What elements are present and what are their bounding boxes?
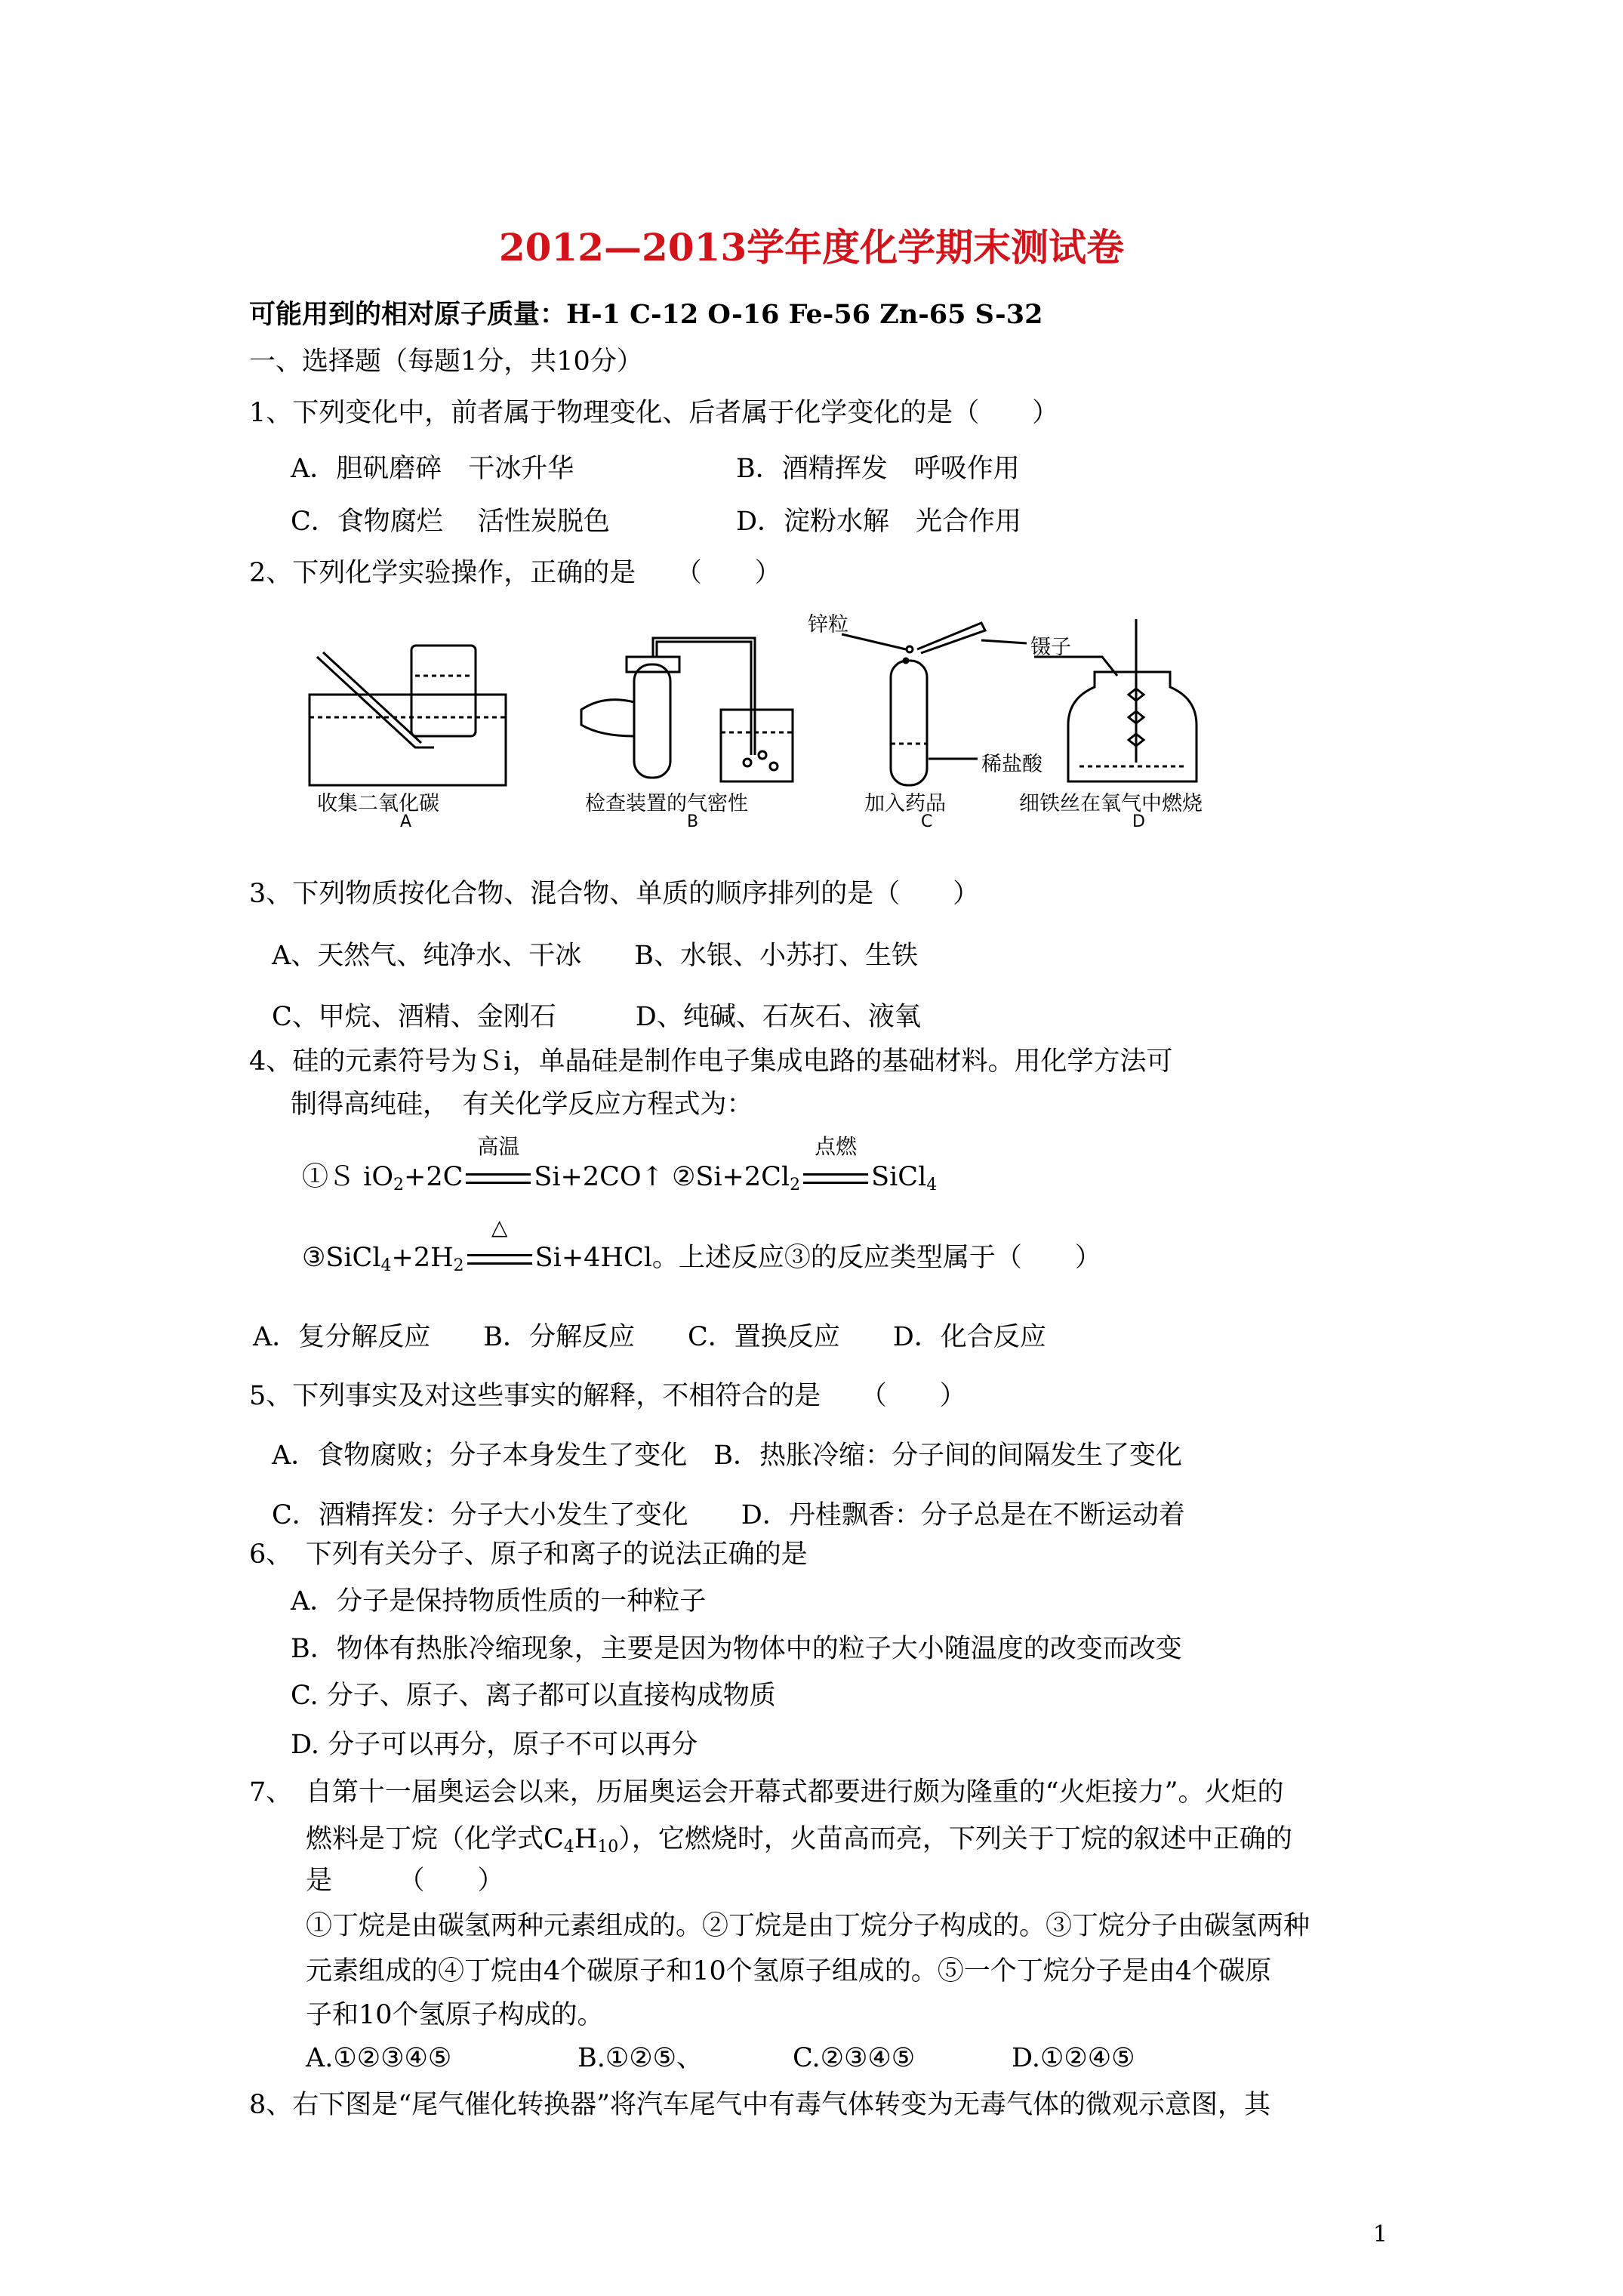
reaction-2: $②Si+2Cl_2$ 点燃 SiCl$_4$ — [672, 1134, 938, 1194]
test-tube-c-icon — [891, 661, 927, 785]
condition-heat: △ — [467, 1242, 532, 1274]
condition-high-temp: 高温 — [466, 1161, 531, 1193]
q5-options-cd: C．酒精挥发：分子大小发生了变化 D．丹桂飘香：分子总是在不断运动着 — [272, 1500, 1185, 1530]
q3-options-cd: C、甲烷、酒精、金刚石 D、纯碱、石灰石、液氧 — [272, 1002, 921, 1032]
q1-option-c: C．食物腐烂 活性炭脱色 — [291, 507, 610, 537]
caption-c: 加入药品 — [864, 792, 946, 815]
q1-stem: 1、下列变化中，前者属于物理变化、后者属于化学变化的是（ ） — [249, 398, 1059, 428]
letter-b: B — [687, 812, 699, 831]
q1-option-a: A．胆矾磨碎 干冰升华 — [291, 454, 574, 484]
q7-option-d: D.①②④⑤ — [1012, 2043, 1135, 2073]
tweezers-icon — [917, 623, 985, 653]
letter-a: A — [400, 812, 412, 831]
q4-stem-line1: 4、硅的元素符号为Ｓi，单晶硅是制作电子集成电路的基础材料。用化学方法可 — [249, 1046, 1173, 1077]
reaction-3: $③SiCl_4+2H_2$ △ Si+4HCl。上述反应③的反应类型属于（ ） — [302, 1215, 1101, 1275]
q3-stem: 3、下列物质按化合物、混合物、单质的顺序排列的是（ ） — [249, 879, 980, 909]
q6-option-c: C. 分子、原子、离子都可以直接构成物质 — [291, 1681, 776, 1711]
q7-option-b: B.①②⑤、 — [577, 2043, 703, 2073]
label-tweezers: 镊子 — [1030, 636, 1071, 659]
q5-stem: 5、下列事实及对这些事实的解释，不相符合的是 （ ） — [249, 1381, 966, 1411]
page-number: 1 — [1372, 2221, 1387, 2248]
q6-option-d: D. 分子可以再分，原子不可以再分 — [291, 1730, 698, 1760]
hand-icon — [581, 700, 634, 736]
q2-stem: 2、下列化学实验操作，正确的是 （ ） — [249, 558, 781, 588]
q7-statement-1: ①丁烷是由碳氢两种元素组成的。②丁烷是由丁烷分子构成的。③丁烷分子由碳氢两种 — [306, 1911, 1310, 1941]
page-title: 2012—2013学年度化学期末测试卷 — [498, 225, 1125, 270]
q7-option-a: A.①②③④⑤ — [306, 2043, 452, 2073]
q4-options: A．复分解反应 B．分解反应 C．置换反应 D．化合反应 — [253, 1322, 1046, 1352]
q8-stem: 8、右下图是“尾气催化转换器”将汽车尾气中有毒气体转变为无毒气体的微观示意图，其 — [249, 2090, 1271, 2120]
q7-stem-line1: 7、 自第十一届奥运会以来，历届奥运会开幕式都要进行颇为隆重的“火炬接力”。火炬的 — [249, 1777, 1284, 1808]
label-zinc: 锌粒 — [808, 613, 848, 636]
q1-option-b: B．酒精挥发 呼吸作用 — [736, 454, 1020, 484]
section-heading: 一、选择题（每题1分，共10分） — [249, 347, 643, 377]
q7-stem-line2: 燃料是丁烷（化学式$C_4H_{10}$），它燃烧时，火苗高而亮，下列关于丁烷的叙述中正确的 — [306, 1824, 1292, 1857]
q5-options-ab: A．食物腐败；分子本身发生了变化 B．热胀冷缩：分子间的间隔发生了变化 — [272, 1441, 1182, 1471]
gas-jar-icon — [1068, 672, 1196, 781]
q4-stem-line2: 制得高纯硅， 有关化学反应方程式为： — [291, 1089, 753, 1120]
letter-d: D — [1132, 812, 1145, 831]
condition-ignite: 点燃 — [803, 1161, 868, 1193]
q6-option-b: B．物体有热胀冷缩现象，主要是因为物体中的粒子大小随温度的改变而改变 — [291, 1634, 1182, 1664]
q7-statement-2: 元素组成的④丁烷由4个碳原子和10个氢原子组成的。⑤一个丁烷分子是由4个碳原 — [306, 1956, 1272, 1986]
caption-b: 检查装置的气密性 — [585, 792, 748, 815]
label-dilute-hcl: 稀盐酸 — [981, 753, 1042, 776]
letter-c: C — [921, 812, 933, 831]
beaker-icon — [721, 710, 793, 781]
caption-a: 收集二氧化碳 — [317, 792, 439, 815]
lab-apparatus-figure — [302, 604, 1298, 838]
q7-stem-line3: 是 （ ） — [306, 1866, 504, 1896]
q3-options-ab: A、天然气、纯净水、干冰 B、水银、小苏打、生铁 — [272, 941, 918, 971]
q7-statement-3: 子和10个氢原子构成的。 — [306, 2000, 604, 2030]
test-tube-icon — [634, 664, 670, 778]
q7-option-c: C.②③④⑤ — [793, 2043, 916, 2073]
atomic-mass-line: 可能用到的相对原子质量：H-1 C-12 O-16 Fe-56 Zn-65 S-32 — [249, 299, 1043, 330]
caption-d: 细铁丝在氧气中燃烧 — [1019, 792, 1203, 815]
q1-option-d: D．淀粉水解 光合作用 — [736, 507, 1022, 537]
q6-stem: 6、 下列有关分子、原子和离子的说法正确的是 — [249, 1539, 808, 1570]
q6-option-a: A．分子是保持物质性质的一种粒子 — [291, 1586, 707, 1616]
reaction-1: ①Ｓ $iO_2+2C$ 高温 Si+2CO↑ — [302, 1134, 664, 1194]
gas-bottle-icon — [411, 646, 476, 736]
